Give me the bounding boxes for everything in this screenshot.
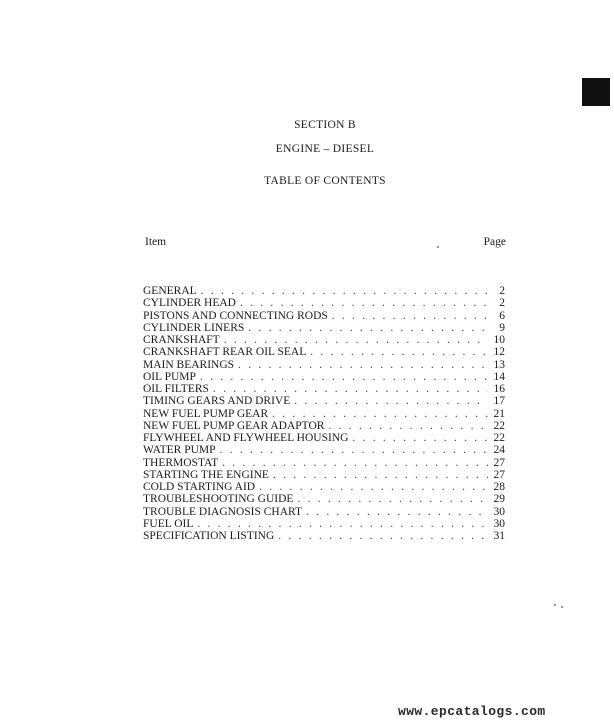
toc-dot-leader [220, 444, 488, 456]
toc-dot-leader [294, 395, 488, 407]
toc-entry-page: 22 [493, 419, 505, 432]
toc-entry [143, 334, 505, 346]
toc-dot-leader [213, 383, 488, 395]
toc-entry [143, 481, 505, 493]
scan-speck [561, 606, 563, 608]
toc-entry-page: 2 [499, 285, 505, 297]
section-subtitle: ENGINE – DIESEL [275, 143, 375, 155]
toc-entry [143, 506, 505, 518]
scan-speck [437, 246, 439, 248]
toc-entry-page: 9 [499, 321, 505, 334]
toc-entry-title: MAIN BEARINGS [143, 358, 235, 371]
toc-dot-leader [238, 359, 488, 371]
toc-entry [143, 530, 505, 542]
toc-entry-title: OIL FILTERS [143, 383, 209, 395]
toc-dot-leader [201, 285, 488, 297]
toc-entry-title: CRANKSHAFT [143, 334, 220, 346]
toc-dot-leader [240, 297, 488, 309]
table-of-contents [143, 285, 505, 542]
watermark-text: www.epcatalogs.com [398, 704, 546, 719]
toc-entry-title: THERMOSTAT [143, 456, 219, 469]
toc-entry [143, 518, 505, 530]
toc-entry [143, 359, 505, 371]
toc-entry [143, 310, 505, 322]
toc-entry-title: TROUBLESHOOTING GUIDE [143, 493, 294, 506]
toc-dot-leader [273, 469, 488, 481]
scan-speck [554, 604, 556, 606]
toc-entry [143, 493, 505, 505]
toc-entry-page: 31 [493, 530, 505, 542]
toc-dot-leader [306, 506, 488, 518]
toc-dot-leader [352, 432, 488, 444]
page-column-header: Page [483, 236, 506, 248]
toc-entry [143, 371, 505, 383]
toc-entry [143, 395, 505, 407]
toc-entry-page: 29 [493, 493, 505, 506]
toc-entry-title: NEW FUEL PUMP GEAR [143, 407, 269, 420]
toc-dot-leader [310, 346, 488, 358]
toc-entry-page: 30 [493, 517, 505, 530]
toc-entry-title: CYLINDER LINERS [143, 321, 245, 334]
toc-entry-title: GENERAL [143, 285, 197, 297]
section-title: SECTION B [294, 119, 356, 131]
toc-entry-page: 21 [493, 407, 505, 420]
toc-entry-page: 2 [499, 297, 505, 310]
toc-dot-leader [297, 493, 488, 505]
toc-entry-title: STARTING THE ENGINE [143, 468, 269, 481]
toc-entry-title: CRANKSHAFT REAR OIL SEAL [143, 346, 307, 359]
toc-entry-title: SPECIFICATION LISTING [143, 530, 275, 542]
toc-entry [143, 383, 505, 395]
toc-entry-title: NEW FUEL PUMP GEAR ADAPTOR [143, 419, 325, 432]
toc-entry [143, 297, 505, 309]
toc-dot-leader [259, 481, 488, 493]
toc-entry-title: PISTONS AND CONNECTING RODS [143, 309, 328, 322]
toc-entry [143, 322, 505, 334]
toc-entry-page: 10 [493, 334, 505, 346]
section-tab-marker [582, 78, 610, 106]
item-column-header: Item [145, 236, 167, 248]
toc-entry-title: TIMING GEARS AND DRIVE [143, 395, 291, 408]
toc-entry-title: OIL PUMP [143, 370, 196, 383]
toc-entry-page: 17 [493, 395, 505, 408]
toc-entry-page: 28 [493, 481, 505, 493]
toc-entry [143, 420, 505, 432]
toc-entry-page: 27 [493, 468, 505, 481]
toc-dot-leader [224, 334, 488, 346]
toc-entry-title: TROUBLE DIAGNOSIS CHART [143, 505, 303, 518]
toc-entry-title: CYLINDER HEAD [143, 297, 236, 310]
toc-entry-page: 24 [493, 444, 505, 457]
toc-dot-leader [272, 408, 488, 420]
toc-entry-title: WATER PUMP [143, 444, 216, 457]
toc-dot-leader [332, 310, 488, 322]
toc-entry-page: 13 [493, 358, 505, 371]
toc-entry-page: 14 [493, 370, 505, 383]
toc-dot-leader [200, 371, 488, 383]
toc-dot-leader [328, 420, 488, 432]
toc-entry-page: 27 [493, 456, 505, 469]
toc-entry [143, 444, 505, 456]
toc-dot-leader [248, 322, 488, 334]
toc-entry-page: 30 [493, 505, 505, 518]
toc-entry [143, 432, 505, 444]
toc-entry-page: 22 [493, 432, 505, 444]
toc-entry [143, 346, 505, 358]
toc-entry [143, 408, 505, 420]
toc-entry-title: FUEL OIL [143, 517, 194, 530]
toc-dot-leader [278, 530, 488, 542]
toc-entry-page: 12 [493, 346, 505, 359]
toc-entry-title: COLD STARTING AID [143, 481, 256, 493]
toc-entry [143, 457, 505, 469]
toc-dot-leader [222, 457, 488, 469]
toc-entry [143, 285, 505, 297]
toc-entry-page: 6 [499, 309, 505, 322]
contents-heading: TABLE OF CONTENTS [264, 175, 386, 187]
toc-entry [143, 469, 505, 481]
toc-entry-title: FLYWHEEL AND FLYWHEEL HOUSING [143, 432, 349, 444]
toc-dot-leader [197, 518, 488, 530]
toc-entry-page: 16 [493, 383, 505, 395]
